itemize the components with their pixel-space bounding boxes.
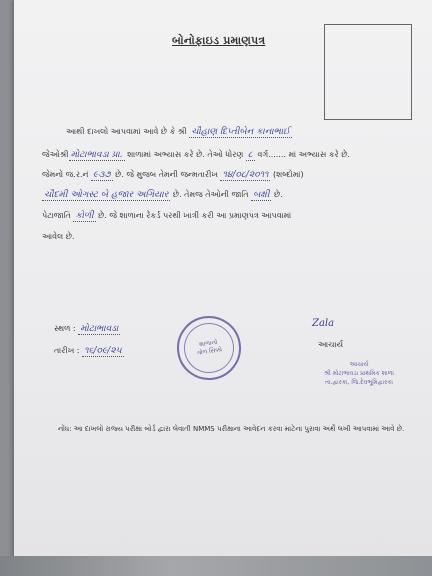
line3-text-2: (શબ્દોમાં) (272, 170, 304, 179)
date-label: તારીખ : (54, 346, 80, 355)
line3-prefix: જેમનો જ.ર.નં (42, 170, 89, 179)
background-surface (0, 556, 432, 576)
place-row (54, 324, 120, 334)
line4-text-1: છે. તેમજ તેઓની જાતિ (172, 190, 249, 199)
principal-stamp (294, 360, 424, 387)
school-name: મોટાભાવડા પ્રા. (70, 150, 123, 160)
line3-text-1: છે. જે મુજબ તેમની જન્મતારીખ (115, 170, 218, 179)
certificate-sheet (14, 0, 432, 560)
place-value: મોટાભાવડા (80, 324, 119, 334)
certificate-line-5 (42, 211, 291, 221)
school-seal (173, 312, 245, 384)
certificate-line-1 (66, 127, 292, 137)
line5-prefix: પેટાજાતિ (42, 211, 71, 220)
birth-date-words: ચૌદમી ઓગસ્ટ બે હજાર અગિયાર (44, 190, 169, 200)
line1-prefix: આથી દાખલો આપવામાં આવે છે કે શ્રી (66, 127, 187, 136)
register-number: ૯૩૭ (93, 170, 111, 180)
subcaste-value: કોળી (75, 211, 94, 221)
date-row (54, 346, 124, 356)
line2-prefix: જેઓશ્રી (42, 150, 69, 159)
place-label: સ્થળ : (54, 324, 76, 333)
photo-box (324, 24, 412, 120)
stamp-line-2: શ્રી મોટાભાવડા પ્રાથમિક શાળા (324, 370, 394, 377)
birth-date: ૧૪/૦૮/૨૦૧૧ (222, 170, 269, 180)
certificate-line-3 (42, 170, 304, 180)
line2-text-1: શાળામાં અભ્યાસ કરે છે. તેઓ ધોરણ (127, 150, 244, 159)
principal-signature: Zala (312, 318, 335, 329)
student-name: ચૌહાણ દિપ્તીબેન કાનાભાઈ (191, 127, 290, 137)
line4-text-2: છે. (273, 190, 283, 199)
footnote: નોંધ: આ દાખલો રાજ્ય પરીક્ષા બોર્ડ દ્વારા લેવાતી NMMS પરીક્ષાના આવેદન કરવા માટેના પુરાવા અર્થે લખી આપવામાં આવે છે. (58, 425, 405, 433)
seal-line-1: શાળાનો (198, 338, 218, 349)
standard-value: ૮ (247, 150, 253, 160)
stamp-line-1: આચાર્ય (349, 361, 369, 368)
certificate-title: બોનોફાઇડ પ્રમાણપત્ર (172, 34, 266, 47)
line5-text-1: છે. જે શાળાના રેકર્ડ પરથી ખાત્રી કરી આ પ્રમાણપત્ર આપવામાં (98, 211, 292, 220)
seal-line-2: ગોળ સિક્કો (196, 346, 223, 357)
caste-value: બક્ષી (253, 190, 270, 200)
certificate-line-4 (42, 190, 283, 200)
line6-text: આવેલ છે. (42, 232, 75, 241)
certificate-line-2 (42, 150, 350, 160)
certificate-line-6 (42, 232, 74, 242)
line2-text-2: વર્ગ....... માં અભ્યાસ કરે છે. (257, 150, 350, 159)
stamp-line-3: તા.દ્વારકા, જિ.દેવભૂમિદ્વારકા (325, 379, 393, 386)
signature-designation: આચાર્ય (318, 340, 344, 349)
date-value: ૧૬/૦૯/૨૫ (84, 346, 122, 356)
